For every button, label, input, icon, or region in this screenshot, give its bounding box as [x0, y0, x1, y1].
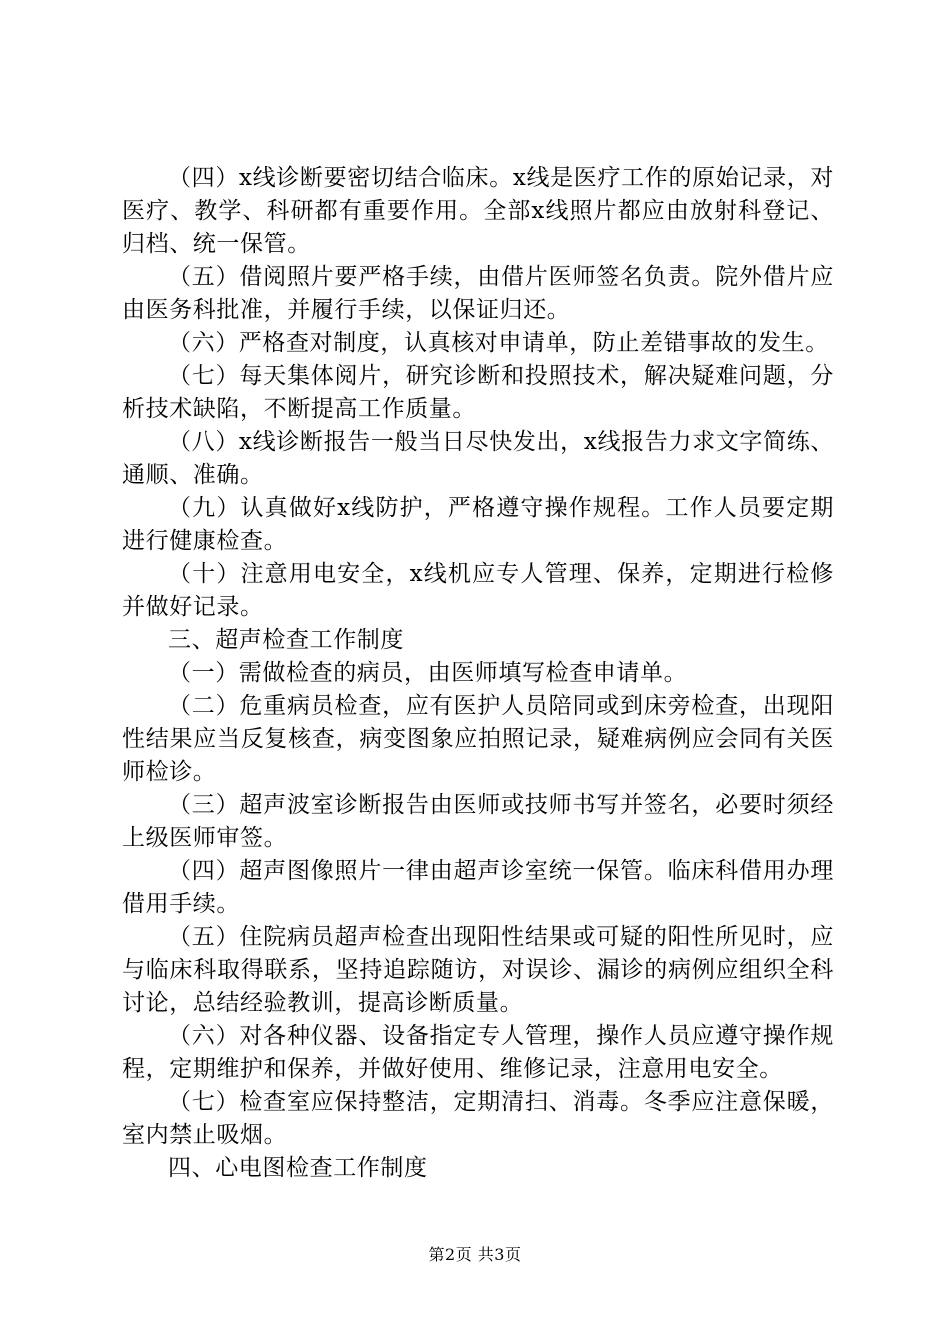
- paragraph-ultrasound-4: （四）超声图像照片一律由超声诊室统一保管。临床科借用办理借用手续。: [122, 858, 834, 917]
- section-heading-ultrasound: 三、超声检查工作制度: [168, 627, 404, 653]
- paragraph-x-ray-6: （六）严格查对制度，认真核对申请单，防止差错事故的发生。: [168, 330, 829, 356]
- page-footer: [0, 1244, 950, 1266]
- page-number: 第2页 共3页: [428, 1245, 522, 1264]
- paragraph-x-ray-4: （四）x线诊断要密切结合临床。x线是医疗工作的原始记录，对医疗、教学、科研都有重要作用。全部x线照片都应由放射科登记、归档、统一保管。: [122, 165, 834, 257]
- section-heading-ecg: 四、心电图检查工作制度: [168, 1155, 428, 1181]
- paragraph-ultrasound-6: （六）对各种仪器、设备指定专人管理，操作人员应遵守操作规程，定期维护和保养，并做好使用、维修记录，注意用电安全。: [122, 1023, 834, 1082]
- paragraph-x-ray-7: （七）每天集体阅片，研究诊断和投照技术，解决疑难问题，分析技术缺陷，不断提高工作质量。: [122, 363, 834, 422]
- paragraph-x-ray-8: （八）x线诊断报告一般当日尽快发出，x线报告力求文字简练、通顺、准确。: [122, 429, 834, 488]
- paragraph-x-ray-5: （五）借阅照片要严格手续，由借片医师签名负责。院外借片应由医务科批准，并履行手续，以保证归还。: [122, 264, 834, 323]
- paragraph-x-ray-9: （九）认真做好x线防护，严格遵守操作规程。工作人员要定期进行健康检查。: [122, 495, 834, 554]
- paragraph-ultrasound-3: （三）超声波室诊断报告由医师或技师书写并签名，必要时须经上级医师审签。: [122, 792, 834, 851]
- paragraph-x-ray-10: （十）注意用电安全，x线机应专人管理、保养，定期进行检修并做好记录。: [122, 561, 834, 620]
- paragraph-ultrasound-5: （五）住院病员超声检查出现阳性结果或可疑的阳性所见时，应与临床科取得联系，坚持追踪随访，对误诊、漏诊的病例应组织全科讨论，总结经验教训，提高诊断质量。: [122, 924, 834, 1016]
- paragraph-ultrasound-7: （七）检查室应保持整洁，定期清扫、消毒。冬季应注意保暖，室内禁止吸烟。: [122, 1089, 834, 1148]
- paragraph-ultrasound-1: （一）需做检查的病员，由医师填写检查申请单。: [168, 660, 688, 686]
- paragraph-ultrasound-2: （二）危重病员检查，应有医护人员陪同或到床旁检查，出现阳性结果应当反复核查，病变图象应拍照记录，疑难病例应会同有关医师检诊。: [122, 693, 834, 785]
- document-body: [122, 162, 834, 1185]
